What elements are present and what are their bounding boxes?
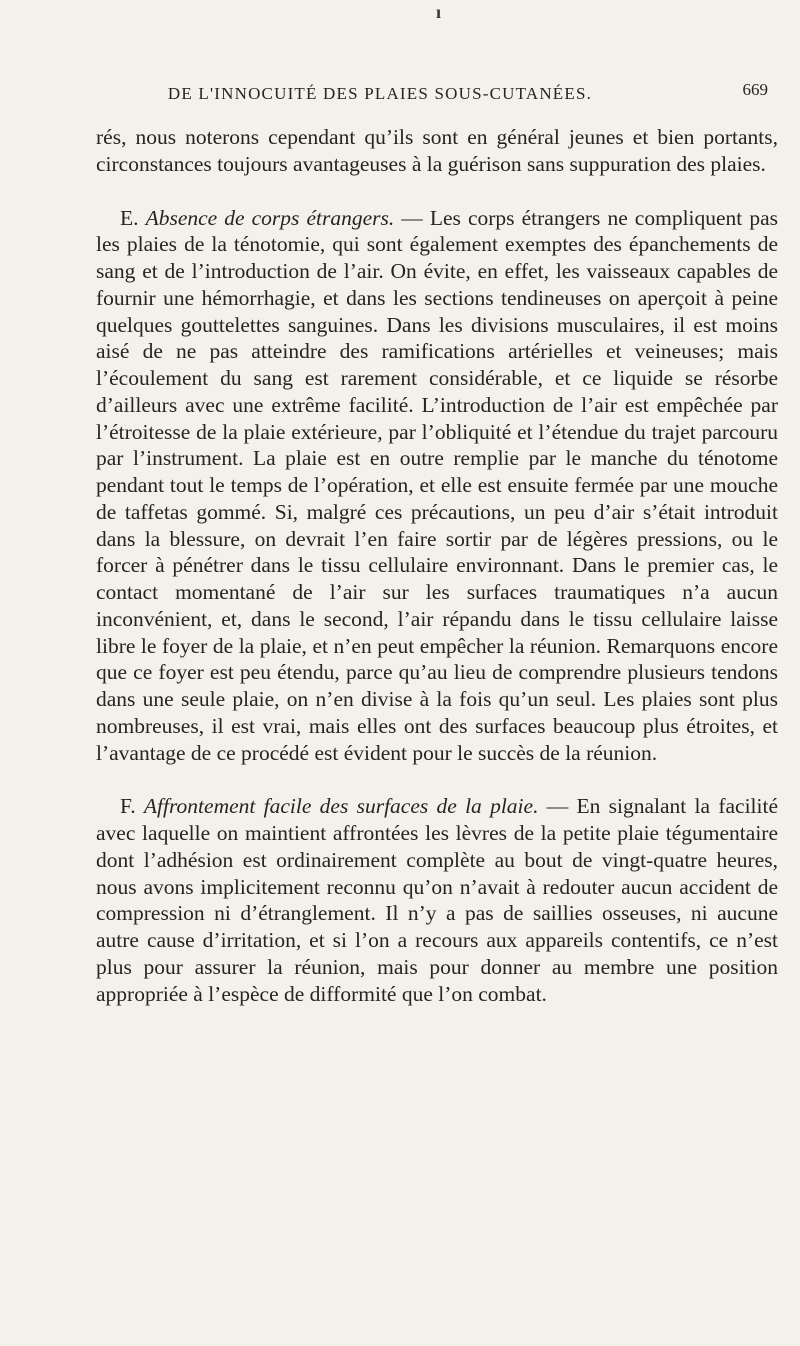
paragraph-gap	[96, 178, 778, 205]
section-f-label: F.	[120, 794, 136, 819]
body-text	[96, 124, 778, 1007]
section-f-title: Affrontement facile des surfaces de la plaie.	[143, 794, 539, 819]
page-mark: ı	[436, 2, 442, 22]
page-number: 669	[742, 80, 768, 99]
running-head: DE L'INNOCUITÉ DES PLAIES SOUS-CUTANÉES.	[167, 84, 593, 103]
paragraph-gap	[96, 766, 778, 793]
paragraph-section-e	[96, 205, 778, 767]
section-e-body: — Les corps étrangers ne compliquent pas les plaies de la ténotomie, qui sont également exemptes des épanchements de sang et de l’introduction de l’air. On évite, en effet, les vaisseaux capables de fournir une hémorrhagie, et dans les sections tendineuses on aperçoit à peine quelques gouttelettes sanguines. Dans les divisions musculaires, il est moins aisé de ne pas atteindre des ramifications artérielles et veineuses; mais l’écoulement du sang est rarement considérable, et ce liquide se résorbe d’ailleurs avec une extrême facilité. L’introduction de l’air est empêchée par l’étroitesse de la plaie extérieure, par l’obliquité et l’étendue du trajet parcouru par l’instrument. La plaie est en outre remplie par le manche du ténotome pendant tout le temps de l’opération, et elle est ensuite fermée par une mouche de taffetas gommé. Si, malgré ces précautions, un peu d’air s’était introduit dans la blessure, on devrait l’en faire sortir par de légères pressions, ou le forcer à pénétrer dans le tissu cellulaire environnant. Dans le premier cas, le contact momentané de l’air sur les surfaces traumatiques n’a aucun inconvénient, et, dans le second, l’air répandu dans le tissu cellulaire laisse libre le foyer de la plaie, et n’en peut empêcher la réunion. Remarquons encore que ce foyer est peu étendu, parce qu’au lieu de comprendre plusieurs tendons dans une seule plaie, on n’en divise à la fois qu’un seul. Les plaies sont plus nombreuses, il est vrai, mais elles ont des surfaces beaucoup plus étroites, et l’avantage de ce procédé est évident pour le succès de la réunion.	[96, 205, 778, 765]
paragraph-section-f	[96, 793, 778, 1007]
paragraph-continuation: rés, nous noterons cependant qu’ils sont en général jeunes et bien portants, circonstances toujours avantageuses à la guérison sans suppuration des plaies.	[96, 125, 778, 176]
section-f-body: — En signalant la facilité avec laquelle on maintient affrontées les lèvres de la petite plaie tégumentaire dont l’adhésion est ordinairement complète au bout de vingt-quatre heures, nous avons implicitement reconnu qu’on n’avait à redouter aucun accident de compression ni d’étranglement. Il n’y a pas de saillies osseuses, ni aucune autre cause d’irritation, et si l’on a recours aux appareils contentifs, ce n’est plus pour assurer la réunion, mais pour donner au membre une position appropriée à l’espèce de difformité que l’on combat.	[96, 794, 779, 1006]
page-header	[100, 80, 768, 112]
section-e-label: E.	[120, 205, 139, 230]
section-e-title: Absence de corps étrangers.	[145, 205, 395, 230]
